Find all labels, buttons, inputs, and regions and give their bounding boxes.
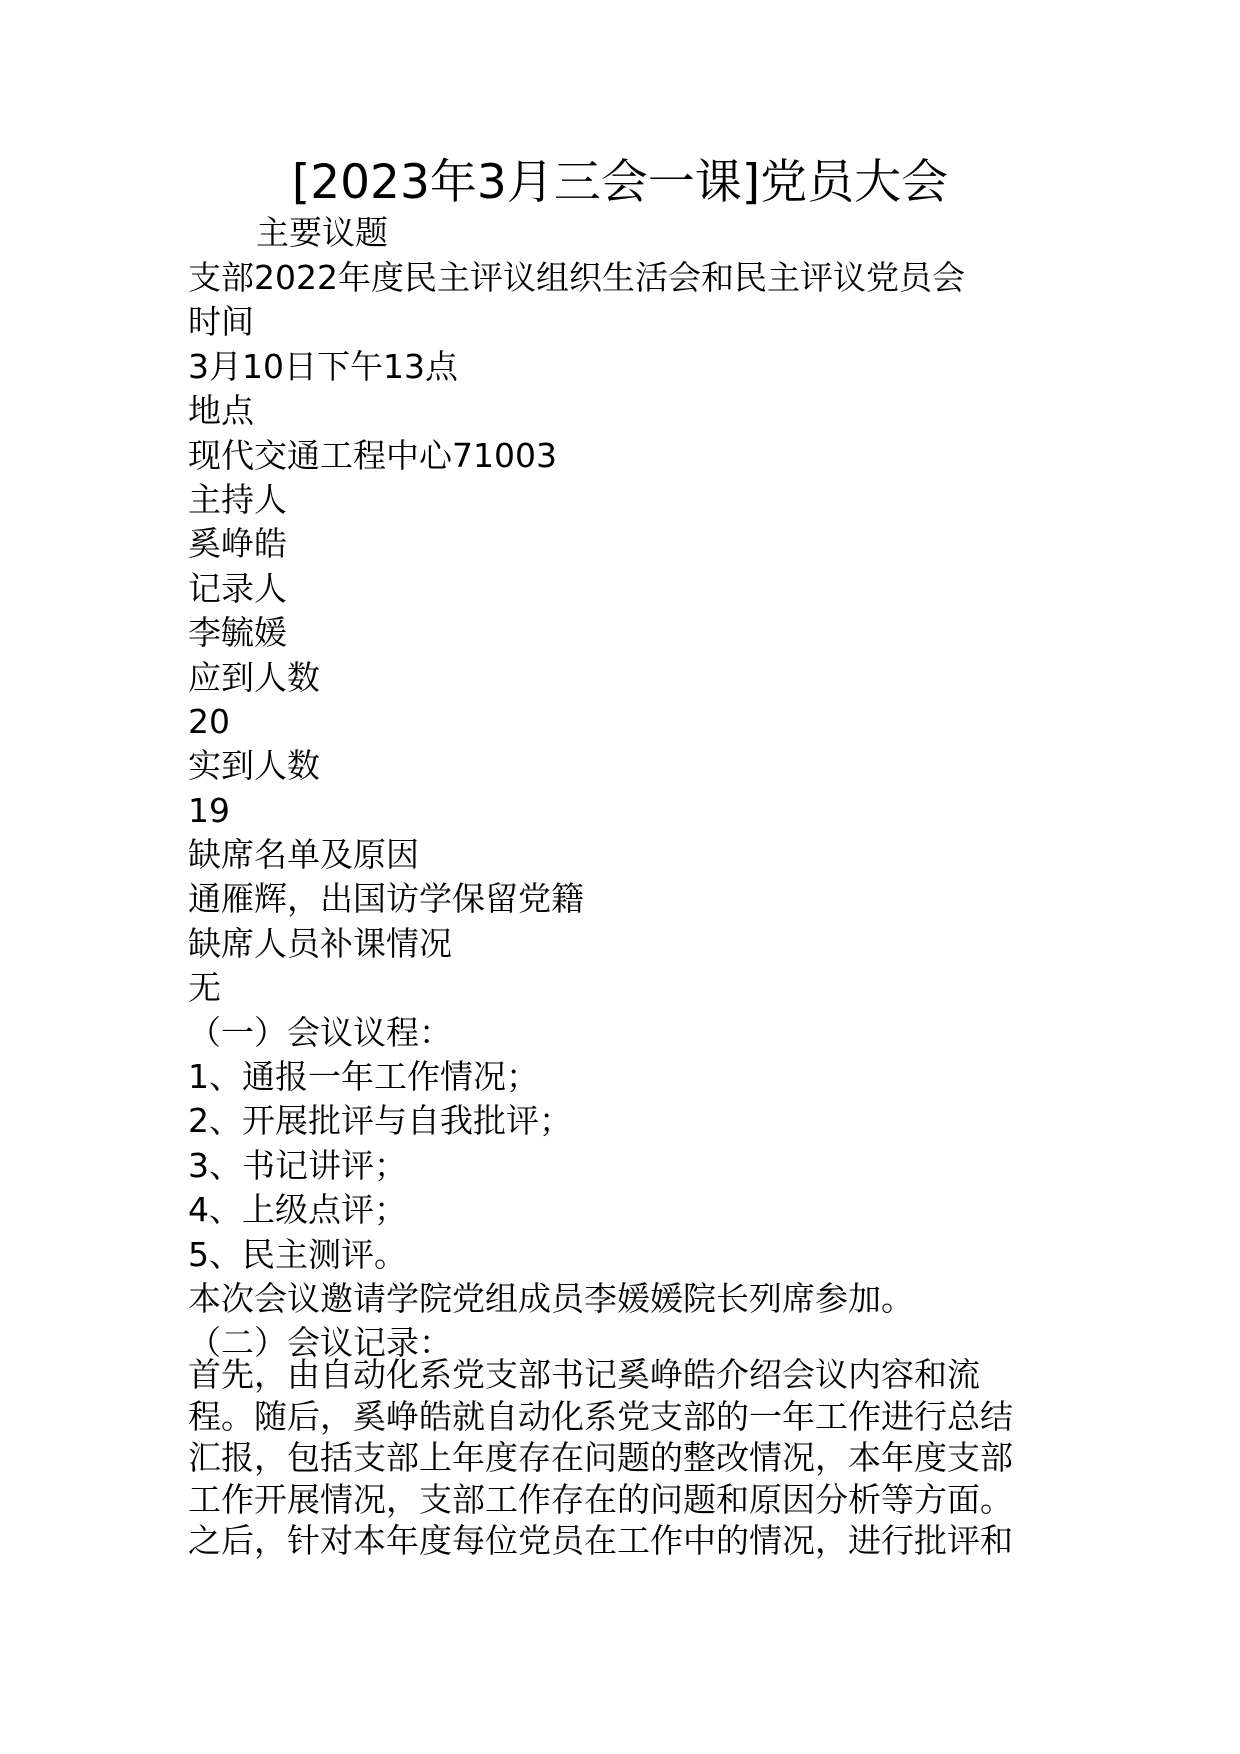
paragraph-line: 汇报，包括支部上年度存在问题的整改情况，本年度支部 — [188, 1438, 1013, 1477]
agenda-item: 1、通报一年工作情况； — [188, 1057, 539, 1097]
invitation-note: 本次会议邀请学院党组成员李媛媛院长列席参加。 — [188, 1278, 914, 1318]
expected-count-value: 20 — [188, 701, 230, 741]
agenda-item: 3、书记讲评； — [188, 1145, 407, 1185]
absentee-value: 通雁辉，出国访学保留党籍 — [188, 879, 584, 919]
recorder-label: 记录人 — [188, 568, 287, 608]
paragraph-line: 首先，由自动化系党支部书记奚峥皓介绍会议内容和流 — [188, 1355, 980, 1394]
recorder-value: 李毓媛 — [188, 613, 287, 653]
document-subtitle: 主要议题 — [256, 213, 388, 252]
absentee-label: 缺席名单及原因 — [188, 835, 419, 875]
host-label: 主持人 — [188, 479, 287, 519]
actual-count-value: 19 — [188, 790, 230, 830]
host-value: 奚峥皓 — [188, 524, 287, 564]
topic-line: 支部2022年度民主评议组织生活会和民主评议党员会 — [188, 258, 965, 297]
agenda-item: 5、民主测评。 — [188, 1234, 407, 1274]
makeup-label: 缺席人员补课情况 — [188, 923, 452, 963]
document-body — [188, 256, 1068, 1366]
location-label: 地点 — [188, 391, 254, 431]
paragraph-line: 工作开展情况，支部工作存在的问题和原因分析等方面。 — [188, 1479, 1013, 1519]
paragraph-line: 之后，针对本年度每位党员在工作中的情况，进行批评和 — [188, 1521, 1013, 1560]
time-label: 时间 — [188, 302, 254, 342]
minutes-heading: （二）会议记录： — [188, 1323, 452, 1363]
agenda-heading: （一）会议议程： — [188, 1012, 452, 1052]
time-value: 3月10日下午13点 — [188, 346, 458, 386]
actual-count-label: 实到人数 — [188, 746, 320, 786]
location-value: 现代交通工程中心71003 — [188, 435, 557, 475]
agenda-item: 4、上级点评； — [188, 1190, 407, 1230]
paragraph-line: 程。随后，奚峥皓就自动化系党支部的一年工作进行总结 — [188, 1396, 1013, 1436]
minutes-paragraph — [188, 1354, 1068, 1562]
expected-count-label: 应到人数 — [188, 657, 320, 697]
document-title: [2023年3月三会一课]党员大会 — [291, 155, 949, 210]
makeup-value: 无 — [188, 968, 221, 1008]
agenda-item: 2、开展批评与自我批评； — [188, 1101, 572, 1141]
